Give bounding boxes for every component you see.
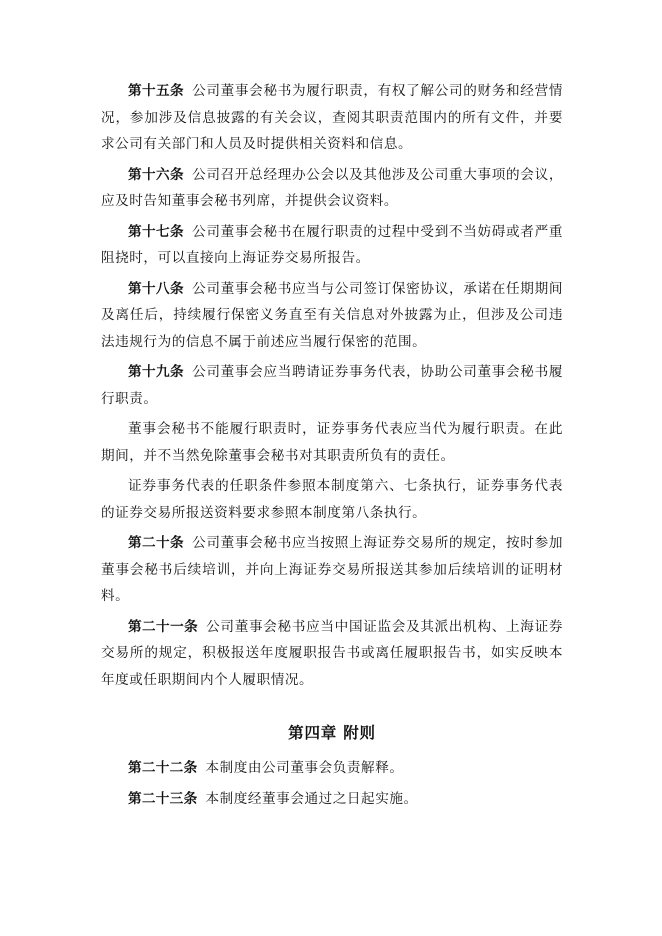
document-page — [101, 78, 563, 816]
article-text: 公司董事会秘书应当与公司签订保密协议，承诺在任期期间及离任后，持续履行保密义务直至有关信息对外披露为止，但涉及公司违法违规行为的信息不属于前述应当履行保密的范围。 — [101, 280, 563, 350]
chapter-title: 第四章 附则 — [288, 724, 376, 742]
article-label: 第十五条 — [128, 83, 185, 99]
article-17 — [101, 219, 563, 272]
article-label: 第二十条 — [128, 535, 185, 551]
article-23 — [101, 786, 563, 813]
article-label: 第二十二条 — [128, 760, 198, 776]
article-15 — [101, 78, 563, 158]
paragraph-text: 董事会秘书不能履行职责时，证券事务代表应当代为履行职责。在此期间，并不当然免除董事会秘书对其职责所负有的责任。 — [101, 421, 563, 464]
article-label: 第十八条 — [128, 280, 185, 297]
article-label: 第十六条 — [128, 166, 185, 183]
article-text: 公司董事会应当聘请证券事务代表，协助公司董事会秘书履行职责。 — [101, 364, 563, 407]
article-text: 公司董事会秘书应当中国证监会及其派出机构、上海证券交易所的规定，积极报送年度履职报告书或离任履职报告书，如实反映本年度或任职期间内个人履职情况。 — [101, 618, 564, 688]
article-label: 第二十一条 — [128, 618, 199, 635]
article-text: 公司董事会秘书在履行职责的过程中受到不当妨碍或者严重阻挠时，可以直接向上海证券交易所报告。 — [101, 223, 563, 266]
article-text: 公司董事会秘书为履行职责，有权了解公司的财务和经营情况，参加涉及信息披露的有关会议，查阅其职责范围内的所有文件，并要求公司有关部门和人员及时提供相关资料和信息。 — [101, 83, 563, 152]
paragraph-text: 证券事务代表的任职条件参照本制度第六、七条执行，证券事务代表的证券交易所报送资料要求参照本制度第八条执行。 — [101, 478, 563, 521]
article-text: 本制度经董事会通过之日起实施。 — [205, 790, 418, 807]
article-19-paragraph-3 — [101, 473, 563, 526]
article-21 — [101, 614, 563, 694]
article-label: 第十七条 — [128, 223, 185, 240]
article-text: 本制度由公司董事会负责解释。 — [205, 760, 404, 776]
article-16 — [101, 162, 563, 215]
article-label: 第二十三条 — [128, 790, 198, 807]
article-20 — [101, 530, 563, 610]
article-19 — [101, 359, 563, 412]
article-text: 公司董事会秘书应当按照上海证券交易所的规定，按时参加董事会秘书后续培训，并向上海证券交易所报送其参加后续培训的证明材料。 — [101, 535, 563, 604]
article-label: 第十九条 — [128, 364, 185, 380]
article-22 — [101, 755, 563, 782]
article-18 — [101, 276, 563, 356]
article-19-paragraph-2 — [101, 416, 563, 469]
article-text: 公司召开总经理办公会以及其他涉及公司重大事项的会议，应及时告知董事会秘书列席，并提供会议资料。 — [101, 166, 563, 209]
